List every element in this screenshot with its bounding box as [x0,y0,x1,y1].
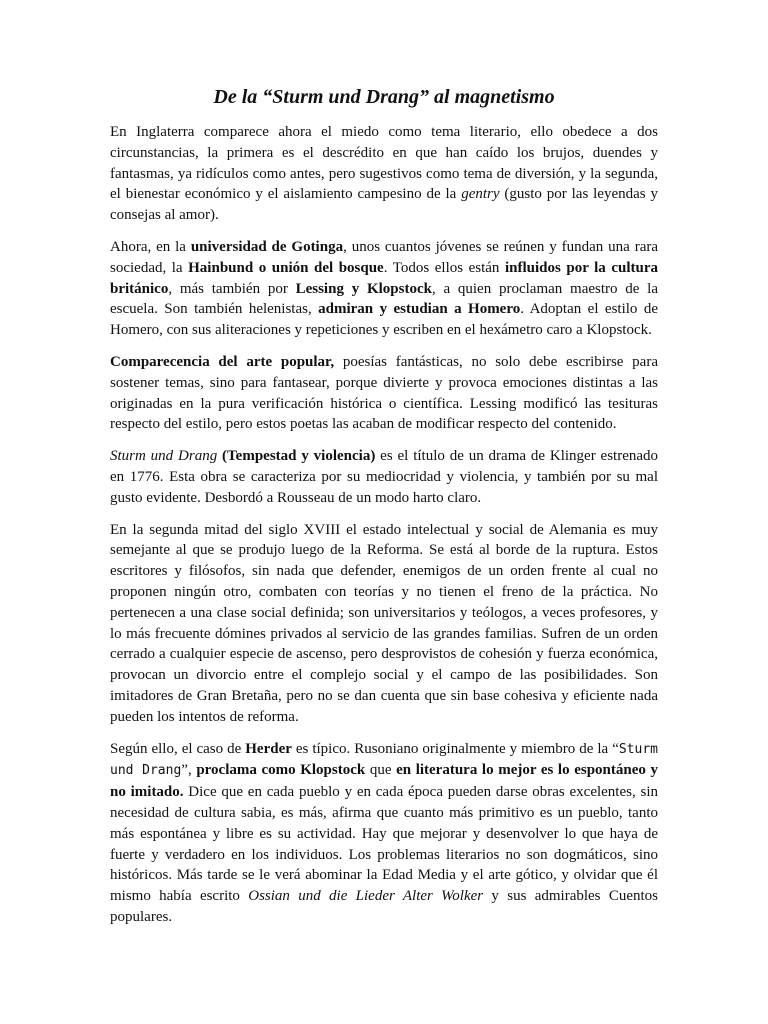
bold-term: Hainbund o unión del bosque [188,259,384,276]
paragraph-4 [110,446,658,508]
bold-term: (Tempestad y violencia) [222,448,376,465]
text: es típico. Rusoniano originalmente y miembro de la “ [291,740,619,757]
bold-term: admiran y estudian a Homero [318,301,521,318]
text: ”, [181,762,197,779]
text: En la segunda mitad del siglo XVIII el estado intelectual y social de Alemania es muy semejante al que se produjo luego de la Reforma. Se está al borde de la ruptura. Estos escritores y filósofos, sin nada que defender, enemigos de un orden frente al cual no proponen ningún otro, combaten con teorías y no tienen el freno de la práctica. No pertenecen a una clase social definida; son universitarios y teólogos, a veces profesores, y lo más frecuente dómines privados al servicio de las grandes familias. Sufren de un orden cerrado a cualquier especie de ascenso, pero desprovistos de cohesión y fuerza económica, provocan un divorcio entre el complejo social y el campo de las posibilidades. Son imitadores de Gran Bretaña, pero no se dan cuenta que sin base cohesiva y eficiente nada pueden los intentos de reforma. [110,521,658,725]
italic-term: gentry [461,186,500,203]
paragraph-3 [110,352,658,435]
bold-term: Lessing y Klopstock [295,280,432,297]
bold-term: Comparecencia del arte popular, [110,353,335,370]
text: Según ello, el caso de [110,740,246,757]
text: , a quien proclaman maestro de la escuela. Son también helenistas, [110,280,658,318]
text: Ahora, en la [110,238,191,255]
bold-term: Herder [245,740,292,757]
italic-term: Ossian und die Lieder Alter Wolker [248,888,484,905]
text: En Inglaterra comparece ahora el miedo como tema literario, ello obedece a dos circunstancias, la primera es el descrédito en que han caído los brujos, duendes y fantasmas, ya ridículos como antes, pero sugestivos como tema de diversión, y la segunda, el bienestar económico y el aislamiento campesino de la [110,124,658,203]
page-title: De la “Sturm und Drang” al magnetismo [213,86,555,108]
mono-term: Sturm und Drang [110,741,658,779]
text: (gusto por las leyendas y consejas al amor). [110,186,658,224]
text: . Adoptan el estilo de Homero, con sus aliteraciones y repeticiones y escriben en el hexámetro caro a Klopstock. [110,301,658,339]
bold-term: proclama como Klopstock [196,762,366,779]
paragraph-5 [110,520,658,728]
text: , unos cuantos jóvenes se reúnen y fundan una rara sociedad, la [110,238,659,276]
text: y sus admirables Cuentos populares. [110,888,658,925]
paragraph-1 [110,122,658,226]
text: Dice que en cada pueblo y en cada época pueden darse obras excelentes, sin necesidad de cultura sabia, es más, afirma que cuanto más primitivo es un pueblo, tanto más espontánea y libre es su actividad. Hay que mejorar y desenvolver lo que haya de fuerte y verdadero en los individuos. Los problemas literarios no son dogmáticos, sino históricos. Más tarde se le verá abominar la Edad Media y el arte gótico, y olvidar que él mismo había escrito [110,784,658,905]
paragraph-6 [110,739,658,928]
bold-term: en literatura lo mejor es lo espontáneo y no imitado. [110,762,658,801]
text: es el título de un drama de Klinger estrenado en 1776. Esta obra se caracteriza por su mediocridad y violencia, y también por su mal gusto evidente. Desbordó a Rousseau de un modo harto claro. [110,448,659,506]
paragraph-2 [110,237,658,341]
bold-term: influidos por la cultura británico [110,259,659,297]
text: poesías fantásticas, no solo debe escribirse para sostener temas, sino para fantasear, porque divierte y provoca emociones distintas a las originadas en la pura verificación histórica o científica. Lessing modificó las tesituras respecto del estilo, pero estos poetas las acaban de modificar respecto del contenido. [110,353,658,433]
text: que [365,762,397,779]
text: . Todos ellos están [383,259,505,276]
italic-term: Sturm und Drang [110,448,218,465]
bold-term: universidad de Gotinga [190,238,344,255]
text: , más también por [168,280,296,297]
